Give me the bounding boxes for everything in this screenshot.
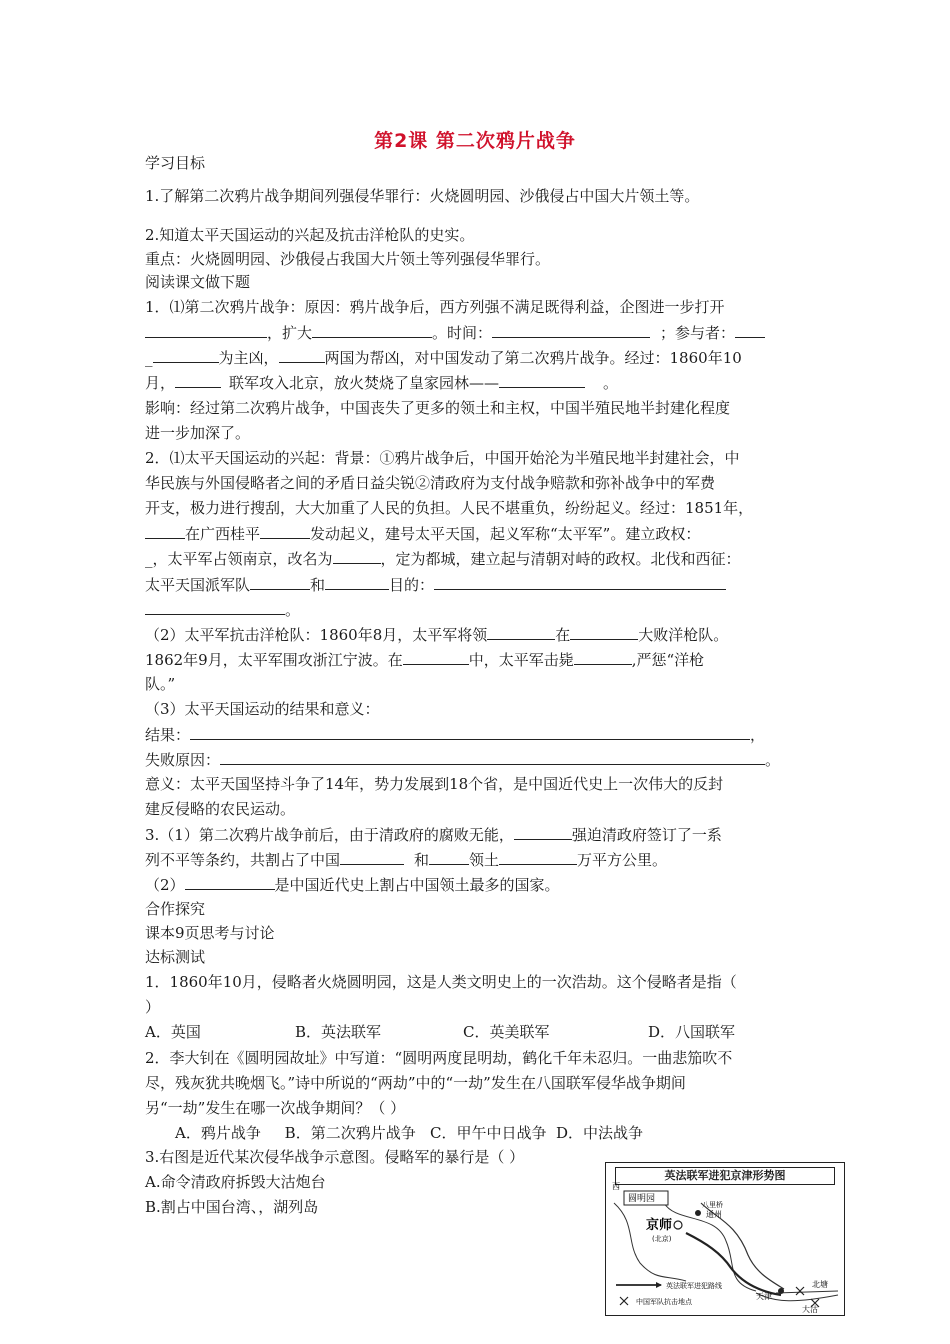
map-label-beitang: 北塘	[812, 1280, 828, 1289]
answer-blank[interactable]	[429, 848, 469, 865]
answer-blank[interactable]	[499, 371, 585, 388]
test-q3-option-a[interactable]: A.命令清政府拆毁大沽炮台	[145, 1173, 326, 1191]
text-segment: 列不平等条约，共割占了中国	[145, 851, 341, 869]
q3-line2	[145, 848, 810, 871]
answer-blank[interactable]	[185, 873, 275, 890]
q2-failure	[145, 748, 810, 771]
map-label-beijing: (北京)	[652, 1235, 672, 1243]
answer-blank[interactable]	[250, 573, 310, 590]
legend-label-route: 英法联军进犯路线	[666, 1282, 722, 1290]
q2-significance-cont: 建反侵略的农民运动。	[145, 800, 296, 818]
answer-blank[interactable]	[190, 723, 750, 740]
q2-line4	[145, 522, 810, 545]
option-d[interactable]: D．八国联军	[648, 1023, 736, 1041]
key-point: 重点：火烧圆明园、沙俄侵占我国大片领土等列强侵华罪行。	[145, 250, 551, 268]
q1-impact: 影响：经过第二次鸦片战争，中国丧失了更多的领土和主权，中国半殖民地半封建化程度	[145, 399, 731, 417]
q1-line2	[145, 321, 810, 344]
text-segment: 太平天国派军队	[145, 576, 251, 594]
text-segment: 中，太平军击毙	[468, 651, 574, 669]
text-segment: 联军攻入北京，放火焚烧了皇家园林——	[229, 374, 500, 392]
text-segment: 在	[555, 626, 571, 644]
answer-blank[interactable]	[220, 748, 765, 765]
map-label-yuanmingyuan: 圆明园	[628, 1194, 656, 1204]
text-segment: 和	[414, 851, 430, 869]
q3-line3	[145, 873, 810, 896]
q1-intro: 1．⑴第二次鸦片战争：原因：鸦片战争后，西方列强不满足既得利益，企图进一步打开	[145, 298, 725, 316]
answer-blank[interactable]	[735, 321, 765, 338]
battle-cross	[796, 1287, 804, 1295]
q3-line1	[145, 823, 810, 846]
goal-2: 2.知道太平天国运动的兴起及抗击洋枪队的史实。	[145, 226, 475, 244]
answer-blank[interactable]	[514, 823, 572, 840]
answer-blank[interactable]	[333, 547, 381, 564]
town-marker	[695, 1210, 701, 1216]
q1-impact-cont: 进一步加深了。	[145, 424, 251, 442]
q1-line4	[145, 371, 810, 394]
legend-cross	[620, 1297, 628, 1305]
text-segment: （2）	[145, 876, 185, 894]
text-segment: 万平方公里。	[577, 851, 668, 869]
q2-line7	[145, 598, 810, 621]
answer-blank[interactable]	[279, 346, 325, 363]
textbook-reference: 课本9页思考与讨论	[145, 924, 275, 942]
map-label-tianjin: 天津	[756, 1292, 772, 1301]
text-segment: 目的：	[389, 576, 435, 594]
text-segment: 在广西桂平	[185, 525, 261, 543]
option-b[interactable]: B．英法联军	[295, 1023, 382, 1041]
q2-significance: 意义：太平天国坚持斗争了14年，势力发展到18个省，是中国近代史上一次伟大的反封	[145, 775, 724, 793]
test-q2: 2．李大钊在《圆明园故址》中写道：“圆明两度昆明劫，鹤化千年未忍归。一曲悲笳吹不	[145, 1049, 733, 1067]
text-segment: ,严惩“洋枪	[631, 651, 705, 669]
text-segment: 是中国近代史上割占中国领土最多的国家。	[274, 876, 560, 894]
map-label-dagu: 大沽	[802, 1305, 818, 1314]
text-segment: 1862年9月，太平军围攻浙江宁波。在	[145, 651, 403, 669]
text-segment: 大败洋枪队。	[638, 626, 729, 644]
text-segment: 。时间：	[432, 324, 493, 342]
test-q3: 3.右图是近代某次侵华战争示意图。侵略军的暴行是（ ）	[145, 1148, 525, 1166]
map-label-jingshi: 京师	[646, 1218, 673, 1233]
q2-result	[145, 723, 810, 746]
text-segment: 。	[285, 601, 301, 619]
answer-blank[interactable]	[403, 648, 469, 665]
answer-blank[interactable]	[145, 321, 267, 338]
text-segment: 为主凶，	[218, 349, 279, 367]
test-q3-option-b[interactable]: B.割占中国台湾、，湖列岛	[145, 1198, 319, 1216]
answer-blank[interactable]	[145, 522, 185, 539]
text-segment: 失败原因：	[145, 751, 221, 769]
answer-blank[interactable]	[499, 848, 577, 865]
answer-blank[interactable]	[570, 623, 638, 640]
text-segment: _，太平军占领南京，改名为	[145, 550, 333, 568]
answer-blank[interactable]	[175, 371, 221, 388]
test-q1-cont: ）	[145, 998, 161, 1016]
answer-blank[interactable]	[434, 573, 726, 590]
q2-part2-line1	[145, 623, 810, 646]
answer-blank[interactable]	[312, 321, 432, 338]
text-segment: （2）太平军抗击洋枪队：1860年8月，太平军将领	[145, 626, 488, 644]
option-c[interactable]: C．英美联军	[463, 1023, 550, 1041]
text-segment: ，定为都城，建立起与清朝对峙的政权。北伐和西征：	[380, 550, 741, 568]
legend-arrow	[656, 1282, 662, 1288]
text-segment: 月，	[145, 374, 176, 392]
map-drawing	[606, 1163, 844, 1315]
coastline	[776, 1291, 838, 1293]
answer-blank[interactable]	[492, 321, 650, 338]
q2-line2: 华民族与外国侵略者之间的矛盾日益尖锐②清政府为支付战争赔款和弥补战争中的军费	[145, 474, 716, 492]
section-heading-goals: 学习目标	[145, 154, 206, 172]
town-marker	[778, 1288, 784, 1294]
text-segment: ，扩大	[267, 324, 313, 342]
text-segment: 。	[603, 374, 619, 392]
test-q2-line2: 尽，残灰犹共晚烟飞。”诗中所说的“两劫”中的“一劫”发生在八国联军侵华战争期间	[145, 1074, 686, 1092]
text-segment: 结果：	[145, 726, 191, 744]
q2-line5	[145, 547, 810, 570]
test-q2-line3: 另“一劫”发生在哪一次战争期间？（ ）	[145, 1099, 406, 1117]
option-a[interactable]: A．英国	[145, 1023, 201, 1041]
q2-line3: 开支，极力进行搜刮，大大加重了人民的负担。人民不堪重负，纷纷起义。经过：1851年，	[145, 499, 754, 517]
capital-marker	[674, 1221, 682, 1229]
q2-part3-heading: （3）太平天国运动的结果和意义：	[145, 700, 380, 718]
answer-blank[interactable]	[574, 648, 632, 665]
text-segment: _	[145, 349, 153, 367]
q2-part2-line2	[145, 648, 810, 671]
text-segment: 3.（1）第二次鸦片战争前后，由于清政府的腐败无能，	[145, 826, 514, 844]
text-segment: 两国为帮凶，对中国发动了第二次鸦片战争。经过：1860年10	[324, 349, 742, 367]
page-title: 第2课 第二次鸦片战争	[374, 130, 576, 152]
river-line	[614, 1203, 686, 1281]
text-segment: 领土	[469, 851, 500, 869]
text-segment: ，	[750, 726, 766, 744]
answer-blank[interactable]	[260, 522, 310, 539]
text-segment: 发动起义，建号太平天国，起义军称“太平军”。建立政权：	[310, 525, 701, 543]
text-segment: 。	[765, 751, 781, 769]
answer-blank[interactable]	[153, 346, 219, 363]
section-heading-cooperation: 合作探究	[145, 900, 206, 918]
q2-intro: 2．⑴太平天国运动的兴起：背景：①鸦片战争后，中国开始沦为半殖民地半封建社会，中	[145, 449, 740, 467]
map-label-west: 西	[612, 1182, 620, 1191]
historical-map	[605, 1162, 845, 1316]
test-q1-options	[145, 1021, 810, 1043]
q1-line3	[145, 346, 810, 369]
map-label-tongzhou: 通州	[706, 1210, 722, 1219]
answer-blank[interactable]	[340, 848, 404, 865]
section-heading-test: 达标测试	[145, 948, 206, 966]
test-q1: 1．1860年10月，侵略者火烧圆明园，这是人类文明史上的一次浩劫。这个侵略者是指（	[145, 973, 737, 991]
text-segment: ；参与者：	[660, 324, 736, 342]
answer-blank[interactable]	[145, 598, 285, 615]
goal-1: 1.了解第二次鸦片战争期间列强侵华罪行：火烧圆明园、沙俄侵占中国大片领土等。	[145, 187, 700, 205]
q2-line6	[145, 573, 810, 596]
answer-blank[interactable]	[487, 623, 555, 640]
map-title: 英法联军进犯京津形势图	[615, 1167, 835, 1185]
text-segment: 强迫清政府签订了一系	[571, 826, 722, 844]
section-heading-reading: 阅读课文做下题	[145, 273, 251, 291]
test-q2-options: A．鸦片战争 B．第二次鸦片战争 C．甲午中日战争 D．中法战争	[175, 1124, 644, 1142]
text-segment: 和	[310, 576, 326, 594]
q2-part2-line3: 队。”	[145, 675, 176, 693]
map-label-baliqiao: 八里桥	[702, 1201, 723, 1209]
legend-label-resistance: 中国军队抗击地点	[636, 1298, 692, 1306]
answer-blank[interactable]	[325, 573, 389, 590]
